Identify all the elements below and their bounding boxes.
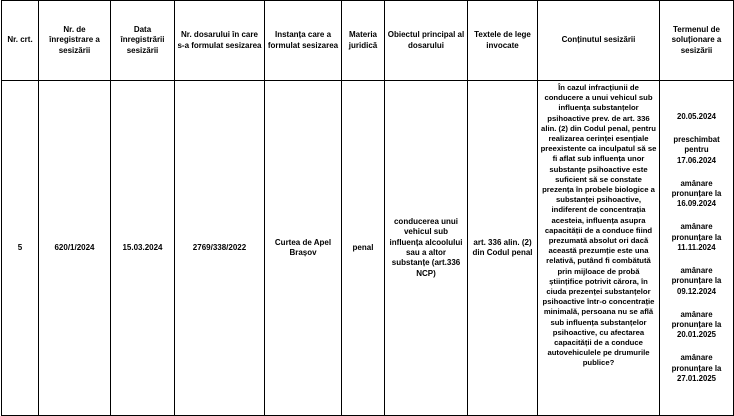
header-termen: Termenul de soluționare a sesizării	[660, 1, 734, 81]
header-nr-inregistrare: Nr. de înregistrare a sesizării	[39, 1, 111, 81]
page	[1, 0, 734, 416]
cell-termen	[660, 81, 734, 416]
termen-initial	[662, 112, 731, 122]
termen-amanare	[662, 179, 731, 210]
termen-amanare-date: 27.01.2025	[676, 373, 717, 383]
header-continut: Conținutul sesizării	[538, 1, 660, 81]
cell-materia: penal	[342, 81, 385, 416]
termen-amanare	[662, 222, 731, 253]
termen-preschimbat	[662, 135, 731, 166]
termen-amanare	[662, 353, 731, 384]
termen-amanare-label: amânare pronunțare la	[671, 309, 722, 329]
termen-amanare-label: amânare pronunțare la	[671, 353, 722, 373]
termen-amanare-label: amânare pronunțare la	[671, 266, 722, 286]
header-row	[2, 1, 734, 81]
termen-amanare-date: 16.09.2024	[676, 199, 717, 209]
header-data-inregistrare: Data înregistrării sesizării	[111, 1, 175, 81]
sesizari-table	[1, 0, 734, 416]
termen-amanare	[662, 310, 731, 341]
termen-initial-date: 20.05.2024	[676, 112, 717, 122]
header-materia: Materia juridică	[342, 1, 385, 81]
termen-amanare-label: amânare pronunțare la	[671, 222, 722, 242]
cell-texte-lege: art. 336 alin. (2) din Codul penal	[468, 81, 538, 416]
termen-amanare-date: 09.12.2024	[676, 286, 717, 296]
termen-amanare-date: 11.11.2024	[677, 242, 716, 252]
cell-nr-dosar: 2769/338/2022	[175, 81, 265, 416]
cell-nr-inregistrare: 620/1/2024	[39, 81, 111, 416]
table-row	[2, 81, 734, 416]
termen-preschimbat-date: 17.06.2024	[676, 155, 717, 165]
cell-continut-sesizare: În cazul infracțiunii de conducere a unui vehicul sub influența substanțelor psihoactive prev. de art. 336 alin. (2) din Codul penal, pentru realizarea cerinței esențiale preexistente ca inculpatul să se fi aflat sub influența unor substanțe psihoactive este suficient să se constate prezența în probele biologice a substanței psihoactive, indiferent de concentrația acesteia, influența asupra capacității de a conduce fiind prezumată absolut ori dacă această prezumție este una relativă, putând fi combătută prin mijloace de probă științifice potrivit cărora, în ciuda prezenței substanțelor psihoactive într-o concentrație minimală, persoana nu se află sub influența substanțelor psihoactive, cu afectarea capacității de a conduce autovehiculele pe drumurile publice?	[538, 81, 660, 416]
header-nr-dosar: Nr. dosarului în care s-a formulat sesizarea	[175, 1, 265, 81]
header-texte-lege: Textele de lege invocate	[468, 1, 538, 81]
cell-nr-crt: 5	[2, 81, 39, 416]
termen-amanare-date: 20.01.2025	[676, 330, 717, 340]
cell-data-inregistrare: 15.03.2024	[111, 81, 175, 416]
termen-amanare-label: amânare pronunțare la	[671, 178, 722, 199]
termen-amanare	[662, 266, 731, 297]
termen-preschimbat-label: preschimbat pentru	[673, 135, 720, 155]
cell-instanta: Curtea de Apel Brașov	[265, 81, 342, 416]
header-instanta: Instanța care a formulat sesizarea	[265, 1, 342, 81]
header-nr-crt: Nr. crt.	[2, 1, 39, 81]
cell-obiect: conducerea unui vehicul sub influența alcoolului sau a altor substanțe (art.336 NCP)	[385, 81, 468, 416]
header-obiect: Obiectul principal al dosarului	[385, 1, 468, 81]
